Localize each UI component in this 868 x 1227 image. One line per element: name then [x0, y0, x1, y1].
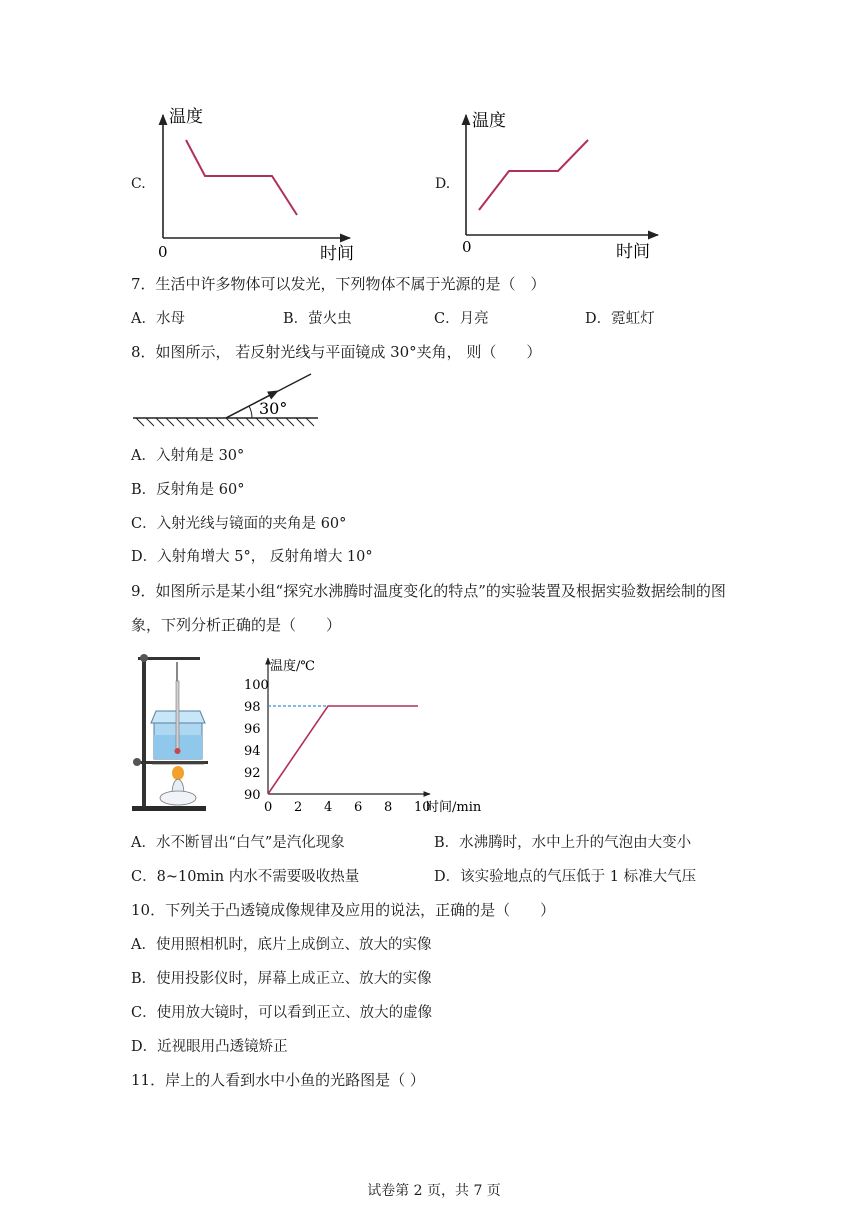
angle-label: 30° — [259, 399, 288, 418]
question-8-option-a: A．入射角是 30° — [131, 448, 245, 464]
y-tick-label: 96 — [244, 722, 261, 737]
option-c-label: C. — [131, 176, 146, 192]
question-10-option-b: B．使用投影仪时，屏幕上成正立、放大的实像 — [131, 971, 432, 987]
chart-y-label: 温度/℃ — [270, 659, 315, 674]
temperature-curve — [186, 140, 297, 215]
question-10-stem: 10．下列关于凸透镜成像规律及应用的说法，正确的是（ ） — [131, 901, 556, 919]
origin-label: 0 — [462, 238, 472, 256]
x-tick-label: 4 — [324, 800, 333, 815]
question-10-option-a: A．使用照相机时，底片上成倒立、放大的实像 — [131, 937, 432, 953]
boiling-apparatus — [128, 645, 210, 815]
origin-label: 0 — [158, 243, 168, 261]
question-11-stem: 11．岸上的人看到水中小鱼的光路图是（ ） — [131, 1071, 425, 1089]
option-d-label: D. — [435, 176, 451, 192]
question-7-option-a: A．水母 — [131, 311, 185, 327]
question-9-option-d: D．该实验地点的气压低于 1 标准大气压 — [434, 869, 697, 885]
page-footer: 试卷第 2 页，共 7 页 — [367, 1183, 501, 1199]
ring-knob — [133, 758, 141, 766]
lamp-base — [160, 791, 196, 805]
question-8-option-d: D．入射角增大 5°， 反射角增大 10° — [131, 549, 373, 565]
stand-rod — [142, 655, 146, 807]
y-tick-label: 98 — [244, 700, 261, 715]
y-tick-label: 92 — [244, 766, 261, 781]
question-8-option-c: C．入射光线与镜面的夹角是 60° — [131, 516, 347, 532]
temperature-series-line — [268, 706, 418, 794]
graph-option-d — [452, 100, 672, 265]
thermometer — [176, 681, 179, 751]
angle-arc — [249, 406, 252, 418]
upper-clamp-knob — [140, 654, 148, 662]
question-10-option-d: D．近视眼用凸透镜矫正 — [131, 1039, 288, 1055]
y-tick-label: 94 — [244, 744, 261, 759]
question-9-stem-line1: 9．如图所示是某小组“探究水沸腾时温度变化的特点”的实验装置及根据实验数据绘制的图 — [131, 582, 726, 600]
x-tick-label: 6 — [354, 800, 363, 815]
y-axis-label: 温度 — [472, 111, 506, 131]
mirror-diagram — [128, 370, 328, 430]
question-7-option-b: B．萤火虫 — [283, 311, 352, 327]
question-8-stem: 8．如图所示， 若反射光线与平面镜成 30°夹角， 则（ ） — [131, 343, 542, 361]
question-9-stem-line2: 象，下列分析正确的是（ ） — [131, 616, 342, 634]
x-tick-label: 10 — [414, 800, 431, 815]
y-tick-label: 90 — [244, 788, 261, 803]
question-7-option-d: D．霓虹灯 — [585, 311, 655, 327]
question-9-option-c: C．8~10min 内水不需要吸收热量 — [131, 869, 360, 885]
question-7-stem: 7．生活中许多物体可以发光，下列物体不属于光源的是（ ） — [131, 275, 546, 293]
thermometer-bulb — [175, 748, 181, 754]
mirror-hatching — [136, 418, 314, 426]
flame-icon — [172, 766, 184, 780]
x-tick-label: 0 — [264, 800, 273, 815]
x-axis-label: 时间 — [616, 242, 650, 262]
x-axis-label: 时间 — [320, 244, 354, 264]
boiling-chart — [228, 650, 496, 820]
question-10-option-c: C．使用放大镜时，可以看到正立、放大的虚像 — [131, 1005, 433, 1021]
question-9-option-b: B．水沸腾时，水中上升的气泡由大变小 — [434, 835, 692, 851]
y-tick-label: 100 — [244, 678, 269, 693]
question-7-option-c: C．月亮 — [434, 311, 489, 327]
chart-x-label: 时间/min — [426, 800, 482, 815]
temperature-curve — [479, 140, 588, 210]
ring-arm — [134, 761, 208, 764]
y-axis-label: 温度 — [169, 107, 203, 127]
x-tick-label: 8 — [384, 800, 393, 815]
x-tick-label: 2 — [294, 800, 303, 815]
graph-option-c — [150, 100, 370, 265]
question-8-option-b: B．反射角是 60° — [131, 482, 245, 498]
question-9-option-a: A．水不断冒出“白气”是汽化现象 — [131, 835, 345, 851]
